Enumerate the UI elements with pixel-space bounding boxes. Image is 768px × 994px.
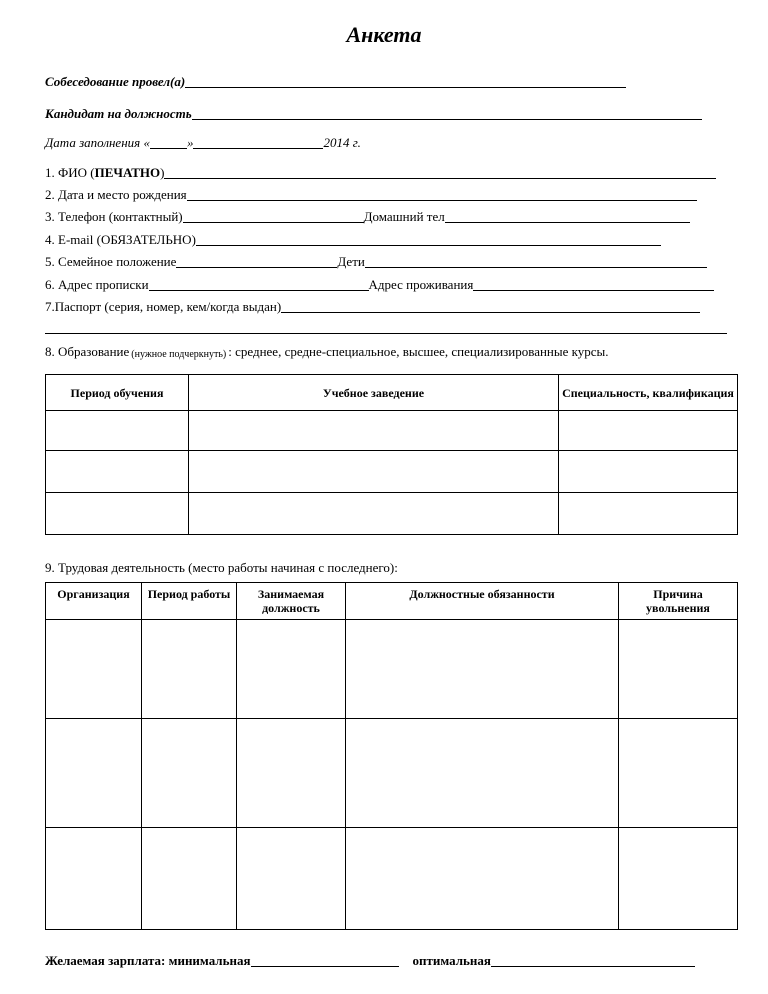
table-row [46,411,738,451]
fio-label-bold: ПЕЧАТНО [94,165,161,180]
birth-field[interactable] [187,188,697,201]
table-row [46,493,738,535]
residence-field[interactable] [473,278,714,291]
fill-date-row [45,135,361,151]
page-title: Анкета [346,22,422,47]
date-month-field[interactable] [193,136,323,149]
table-cell[interactable] [559,411,738,451]
table-cell[interactable] [237,719,346,828]
work-header-duties: Должностные обязанности [346,583,619,620]
work-header-reason: Причина увольнения [619,583,738,620]
work-header-organization: Организация [46,583,142,620]
work-label-row [45,560,398,576]
table-cell[interactable] [346,719,619,828]
work-label: 9. Трудовая деятельность (место работы начиная с последнего): [45,560,398,575]
work-header-row [46,583,738,620]
phone-row [45,209,690,225]
education-header-period: Период обучения [46,375,189,411]
fio-field[interactable] [164,166,716,179]
interviewer-label: Собеседование провел(а) [45,74,186,89]
phone-label: 3. Телефон (контактный) [45,209,183,224]
table-cell[interactable] [46,620,142,719]
salary-optimal-label: оптимальная [412,953,491,968]
table-cell[interactable] [237,828,346,930]
table-cell[interactable] [142,719,237,828]
table-cell[interactable] [189,411,559,451]
family-field[interactable] [176,255,337,268]
salary-row [45,953,695,969]
fio-row [45,165,716,181]
date-prefix: Дата заполнения « [45,135,150,150]
table-cell[interactable] [46,411,189,451]
email-label: 4. E-mail (ОБЯЗАТЕЛЬНО) [45,232,196,247]
home-phone-label: Домашний тел [363,209,445,224]
table-cell[interactable] [46,493,189,535]
work-table [45,582,738,930]
table-row [46,719,738,828]
table-cell[interactable] [46,828,142,930]
interviewer-row [45,74,626,90]
children-label: Дети [337,254,365,269]
passport-row-2 [45,321,727,336]
education-header-institution: Учебное заведение [189,375,559,411]
birth-label: 2. Дата и место рождения [45,187,187,202]
children-field[interactable] [365,255,707,268]
candidate-row [45,106,702,122]
work-header-period: Период работы [142,583,237,620]
work-header-position: Занимаемая должность [237,583,346,620]
table-cell[interactable] [189,451,559,493]
table-row [46,451,738,493]
passport-row [45,299,700,315]
date-day-field[interactable] [150,136,187,149]
date-mid: » [186,135,194,150]
table-cell[interactable] [619,620,738,719]
address-row [45,277,714,293]
table-cell[interactable] [189,493,559,535]
candidate-label: Кандидат на должность [45,106,192,121]
passport-field[interactable] [281,300,700,313]
table-cell[interactable] [346,620,619,719]
passport-label: 7.Паспорт (серия, номер, кем/когда выдан) [45,299,282,314]
salary-optimal-field[interactable] [491,954,695,967]
education-table [45,374,738,535]
table-cell[interactable] [619,828,738,930]
email-field[interactable] [196,233,661,246]
residence-label: Адрес проживания [368,277,474,292]
table-cell[interactable] [142,828,237,930]
education-header-specialty: Специальность, квалификация [559,375,738,411]
table-cell[interactable] [559,451,738,493]
home-phone-field[interactable] [445,210,690,223]
fio-label: 1. ФИО ( [45,165,95,180]
table-row [46,620,738,719]
registration-field[interactable] [149,278,369,291]
education-label: 8. Образование [45,344,130,359]
table-cell[interactable] [46,451,189,493]
registration-label: 6. Адрес прописки [45,277,149,292]
table-cell[interactable] [46,719,142,828]
interviewer-field[interactable] [185,75,626,88]
table-cell[interactable] [559,493,738,535]
candidate-field[interactable] [192,107,702,120]
passport-field-2[interactable] [45,321,727,334]
family-row [45,254,707,270]
salary-min-field[interactable] [251,954,399,967]
table-row [46,828,738,930]
phone-field[interactable] [183,210,364,223]
date-suffix: 2014 г. [323,135,361,150]
table-cell[interactable] [346,828,619,930]
table-cell[interactable] [237,620,346,719]
fio-label-end: ) [160,165,165,180]
table-cell[interactable] [619,719,738,828]
education-label-row [45,344,609,360]
education-hint: (нужное подчеркнуть) [131,349,227,360]
salary-min-label: Желаемая зарплата: минимальная [45,953,251,968]
education-options: : среднее, средне-специальное, высшее, специализированные курсы. [228,344,609,359]
education-header-row [46,375,738,411]
email-row [45,232,661,248]
family-label: 5. Семейное положение [45,254,177,269]
birth-row [45,187,697,203]
table-cell[interactable] [142,620,237,719]
